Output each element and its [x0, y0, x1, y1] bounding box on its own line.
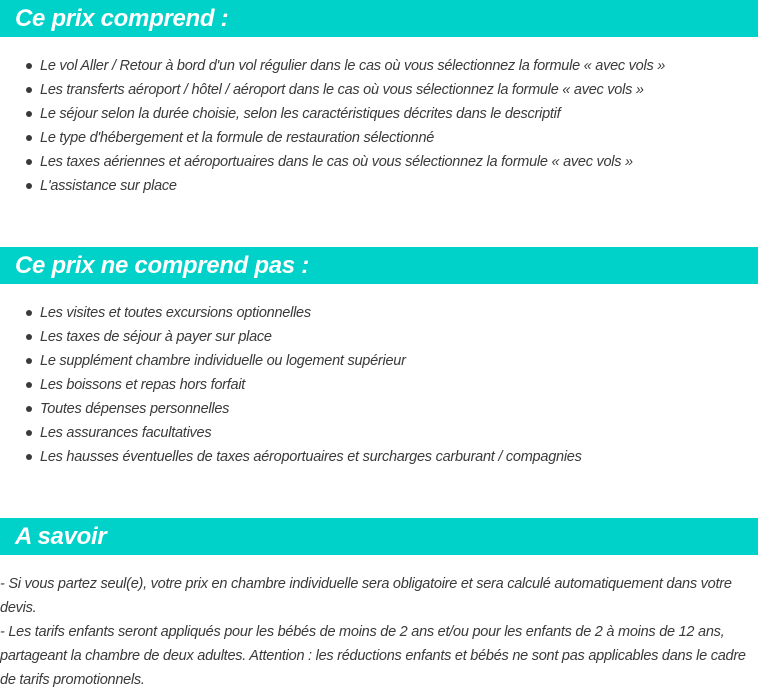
- info-paragraph-children: - Les tarifs enfants seront appliqués pour les bébés de moins de 2 ans et/ou pour les enfants de 2 à moins de 12 ans, partageant la chambre de deux adultes. Attention : les réductions enfants et bébés ne sont pas applicables dans le cadre de tarifs promotionnels.: [0, 624, 746, 688]
- list-item: [0, 373, 582, 397]
- bullet-icon: [26, 87, 32, 93]
- list-item: [0, 445, 582, 469]
- list-item: [0, 174, 665, 198]
- list-item: [0, 102, 665, 126]
- list-item-text: Le type d'hébergement et la formule de restauration sélectionné: [40, 130, 435, 146]
- bullet-icon: [26, 159, 32, 165]
- list-item-text: Les hausses éventuelles de taxes aéroportuaires et surcharges carburant / compagnies: [40, 449, 582, 465]
- list-item-text: Le vol Aller / Retour à bord d'un vol régulier dans le cas où vous sélectionnez la formule « avec vols »: [40, 58, 666, 74]
- bullet-icon: [26, 183, 32, 189]
- list-item-text: Les boissons et repas hors forfait: [40, 377, 246, 393]
- list-item-text: L'assistance sur place: [40, 178, 177, 194]
- section-header-included: Ce prix comprend :: [0, 0, 758, 37]
- list-item-text: Les taxes de séjour à payer sur place: [40, 329, 272, 345]
- list-item-text: Les transferts aéroport / hôtel / aéroport dans le cas où vous sélectionnez la formule « avec vols »: [40, 82, 644, 98]
- bullet-icon: [26, 406, 32, 412]
- list-item-text: Toutes dépenses personnelles: [40, 401, 230, 417]
- list-item: [0, 150, 665, 174]
- list-item: [0, 349, 582, 373]
- list-item-text: Les visites et toutes excursions optionnelles: [40, 305, 311, 321]
- list-item: [0, 126, 665, 150]
- section-header-not-included: Ce prix ne comprend pas :: [0, 247, 758, 284]
- bullet-icon: [26, 135, 32, 141]
- list-item: [0, 421, 582, 445]
- not-included-list: [0, 301, 582, 469]
- bullet-icon: [26, 310, 32, 316]
- included-list: [0, 54, 665, 198]
- list-item: [0, 54, 665, 78]
- list-item-text: Les assurances facultatives: [40, 425, 212, 441]
- list-item: [0, 301, 582, 325]
- list-item-text: Les taxes aériennes et aéroportuaires dans le cas où vous sélectionnez la formule « avec vols »: [40, 154, 633, 170]
- list-item-text: Le supplément chambre individuelle ou logement supérieur: [40, 353, 406, 369]
- bullet-icon: [26, 430, 32, 436]
- info-paragraph-solo: - Si vous partez seul(e), votre prix en chambre individuelle sera obligatoire et sera calculé automatiquement dans votre devis.: [0, 576, 732, 616]
- list-item: [0, 397, 582, 421]
- bullet-icon: [26, 63, 32, 69]
- bullet-icon: [26, 358, 32, 364]
- list-item-text: Le séjour selon la durée choisie, selon les caractéristiques décrites dans le descriptif: [40, 106, 561, 122]
- bullet-icon: [26, 111, 32, 117]
- list-item: [0, 78, 665, 102]
- bullet-icon: [26, 334, 32, 340]
- bullet-icon: [26, 382, 32, 388]
- section-header-good-to-know: A savoir: [0, 518, 758, 555]
- list-item: [0, 325, 582, 349]
- bullet-icon: [26, 454, 32, 460]
